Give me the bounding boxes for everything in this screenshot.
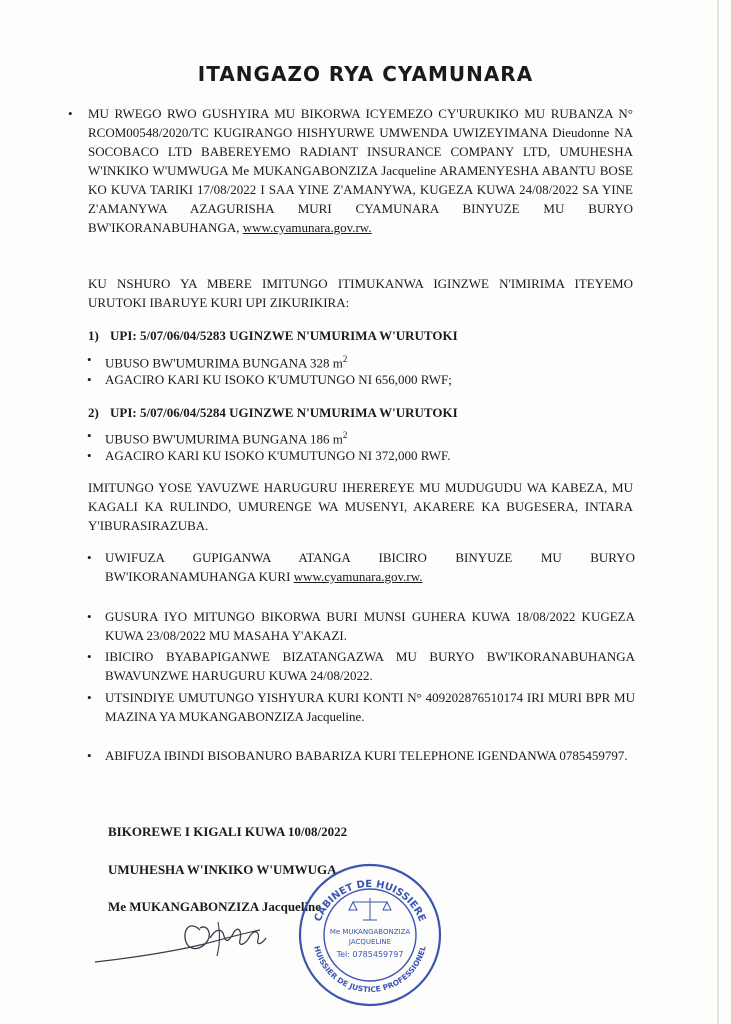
place-date: BIKOREWE I KIGALI KUWA 10/08/2022 bbox=[108, 824, 348, 839]
upi1-area-sup: 2 bbox=[342, 354, 348, 364]
page-title: ITANGAZO RYA CYAMUNARA bbox=[197, 62, 534, 86]
properties-intro: KU NSHURO YA MBERE IMITUNGO ITIMUKANWA IGINZWE N'IMIRIMA ITEYEMO URUTOKI IBARUYE KURI UPI ZIKURIKIRA: bbox=[88, 276, 633, 310]
upi1-label: UPI: 5/07/06/04/5283 UGINZWE N'UMURIMA W'URUTOKI bbox=[110, 328, 458, 343]
stamp-line1: Me MUKANGABONZIZA bbox=[329, 928, 411, 936]
prices-item: • IBICIRO BYABAPIGANWE BIZATANGAZWA MU BURYO BW'IKORANABUHANGA BWAVUNZWE HARUGURU KUWA 24/08/2022. bbox=[105, 647, 635, 685]
upi1-heading bbox=[88, 328, 458, 344]
upi2-area-sup: 2 bbox=[342, 430, 348, 440]
bid-item bbox=[105, 548, 635, 586]
stamp-line2: JACQUELINE bbox=[348, 938, 392, 946]
bid-link[interactable]: www.cyamunara.gov.rw. bbox=[293, 569, 423, 584]
upi2-area-text: UBUSO BW'UMURIMA BUNGANA 186 m bbox=[105, 431, 343, 447]
upi2-heading bbox=[88, 405, 458, 421]
payment-item: • UTSINDIYE UMUTUNGO YISHYURA KURI KONTI N° 409202876510174 IRI MURI BPR MU MAZINA YA MUKANGABONZIZA Jacqueline. bbox=[105, 688, 635, 726]
contact-paragraph: • ABIFUZA IBINDI BISOBANURO BABARIZA KURI TELEPHONE IGENDANWA 0785459797. bbox=[105, 746, 635, 765]
official-stamp bbox=[295, 860, 445, 1010]
handwritten-signature bbox=[90, 900, 290, 980]
upi1-area bbox=[105, 350, 635, 372]
signer-role: UMUHESHA W'INKIKO W'UMWUGA bbox=[108, 862, 337, 877]
bid-text: UWIFUZA GUPIGANWA ATANGA IBICIRO BINYUZE MU BURYO BW'IKORANAMUHANGA KURI bbox=[105, 550, 635, 584]
upi1-number: 1) bbox=[88, 328, 99, 343]
stamp-bottom-text: HUISSIER DE JUSTICE PROFESSIONEL bbox=[312, 944, 428, 995]
intro-text: MU RWEGO RWO GUSHYIRA MU BIKORWA ICYEMEZO CY'URUKIKO MU RUBANZA N° RCOM00548/2020/TC KUGIRANGO HISHYURWE UMWENDA UWIZEYIMANA Dieudonne NA SOCOBACO LTD BABEREYEMO RADIANT INSURANCE COMPANY LTD, UMUHESHA W'INKIKO W'UMWUGA Me MUKANGABONZIZA Jacqueline ARAMENYESHA ABANTU BOSE KO KUVA TARIKI 17/08/2022 I SAA YINE Z'AMANYWA, KUGEZA KUWA 24/08/2022 SA YINE Z'AMANYWA AZAGURISHA MURI CYAMUNARA BINYUZE MU BURYO BW'IKORANABUHANGA, bbox=[88, 106, 633, 235]
intro-link[interactable]: www.cyamunara.gov.rw. bbox=[242, 220, 372, 235]
upi2-label: UPI: 5/07/06/04/5284 UGINZWE N'UMURIMA W'URUTOKI bbox=[110, 405, 458, 420]
location-paragraph: IMITUNGO YOSE YAVUZWE HARUGURU IHEREREYE MU MUDUGUDU WA KABEZA, MU KAGALI KA RULINDO, UMURENGE WA MUSENYI, AKARERE KA BUGESERA, INTARA Y'IBURASIRAZUBA. bbox=[88, 480, 633, 533]
upi1-area-text: UBUSO BW'UMURIMA BUNGANA 328 m bbox=[105, 355, 343, 371]
upi2-value: • AGACIRO KARI KU ISOKO K'UMUTUNGO NI 372,000 RWF. bbox=[105, 446, 635, 465]
upi2-number: 2) bbox=[88, 405, 99, 420]
scales-icon bbox=[349, 898, 391, 920]
upi2-area bbox=[105, 426, 635, 448]
signer-name: Me MUKANGABONZIZA Jacqueline bbox=[108, 899, 322, 914]
intro-paragraph bbox=[88, 104, 633, 237]
visit-item: • GUSURA IYO MITUNGO BIKORWA BURI MUNSI GUHERA KUWA 18/08/2022 KUGEZA KUWA 23/08/2022 MU MASAHA Y'AKAZI. bbox=[105, 607, 635, 645]
stamp-line3: Tel: 0785459797 bbox=[336, 950, 404, 959]
upi1-value: • AGACIRO KARI KU ISOKO K'UMUTUNGO NI 656,000 RWF; bbox=[105, 370, 635, 389]
stamp-top-text: CABINET DE HUISSIERE bbox=[312, 878, 428, 924]
page-edge bbox=[717, 0, 719, 1024]
